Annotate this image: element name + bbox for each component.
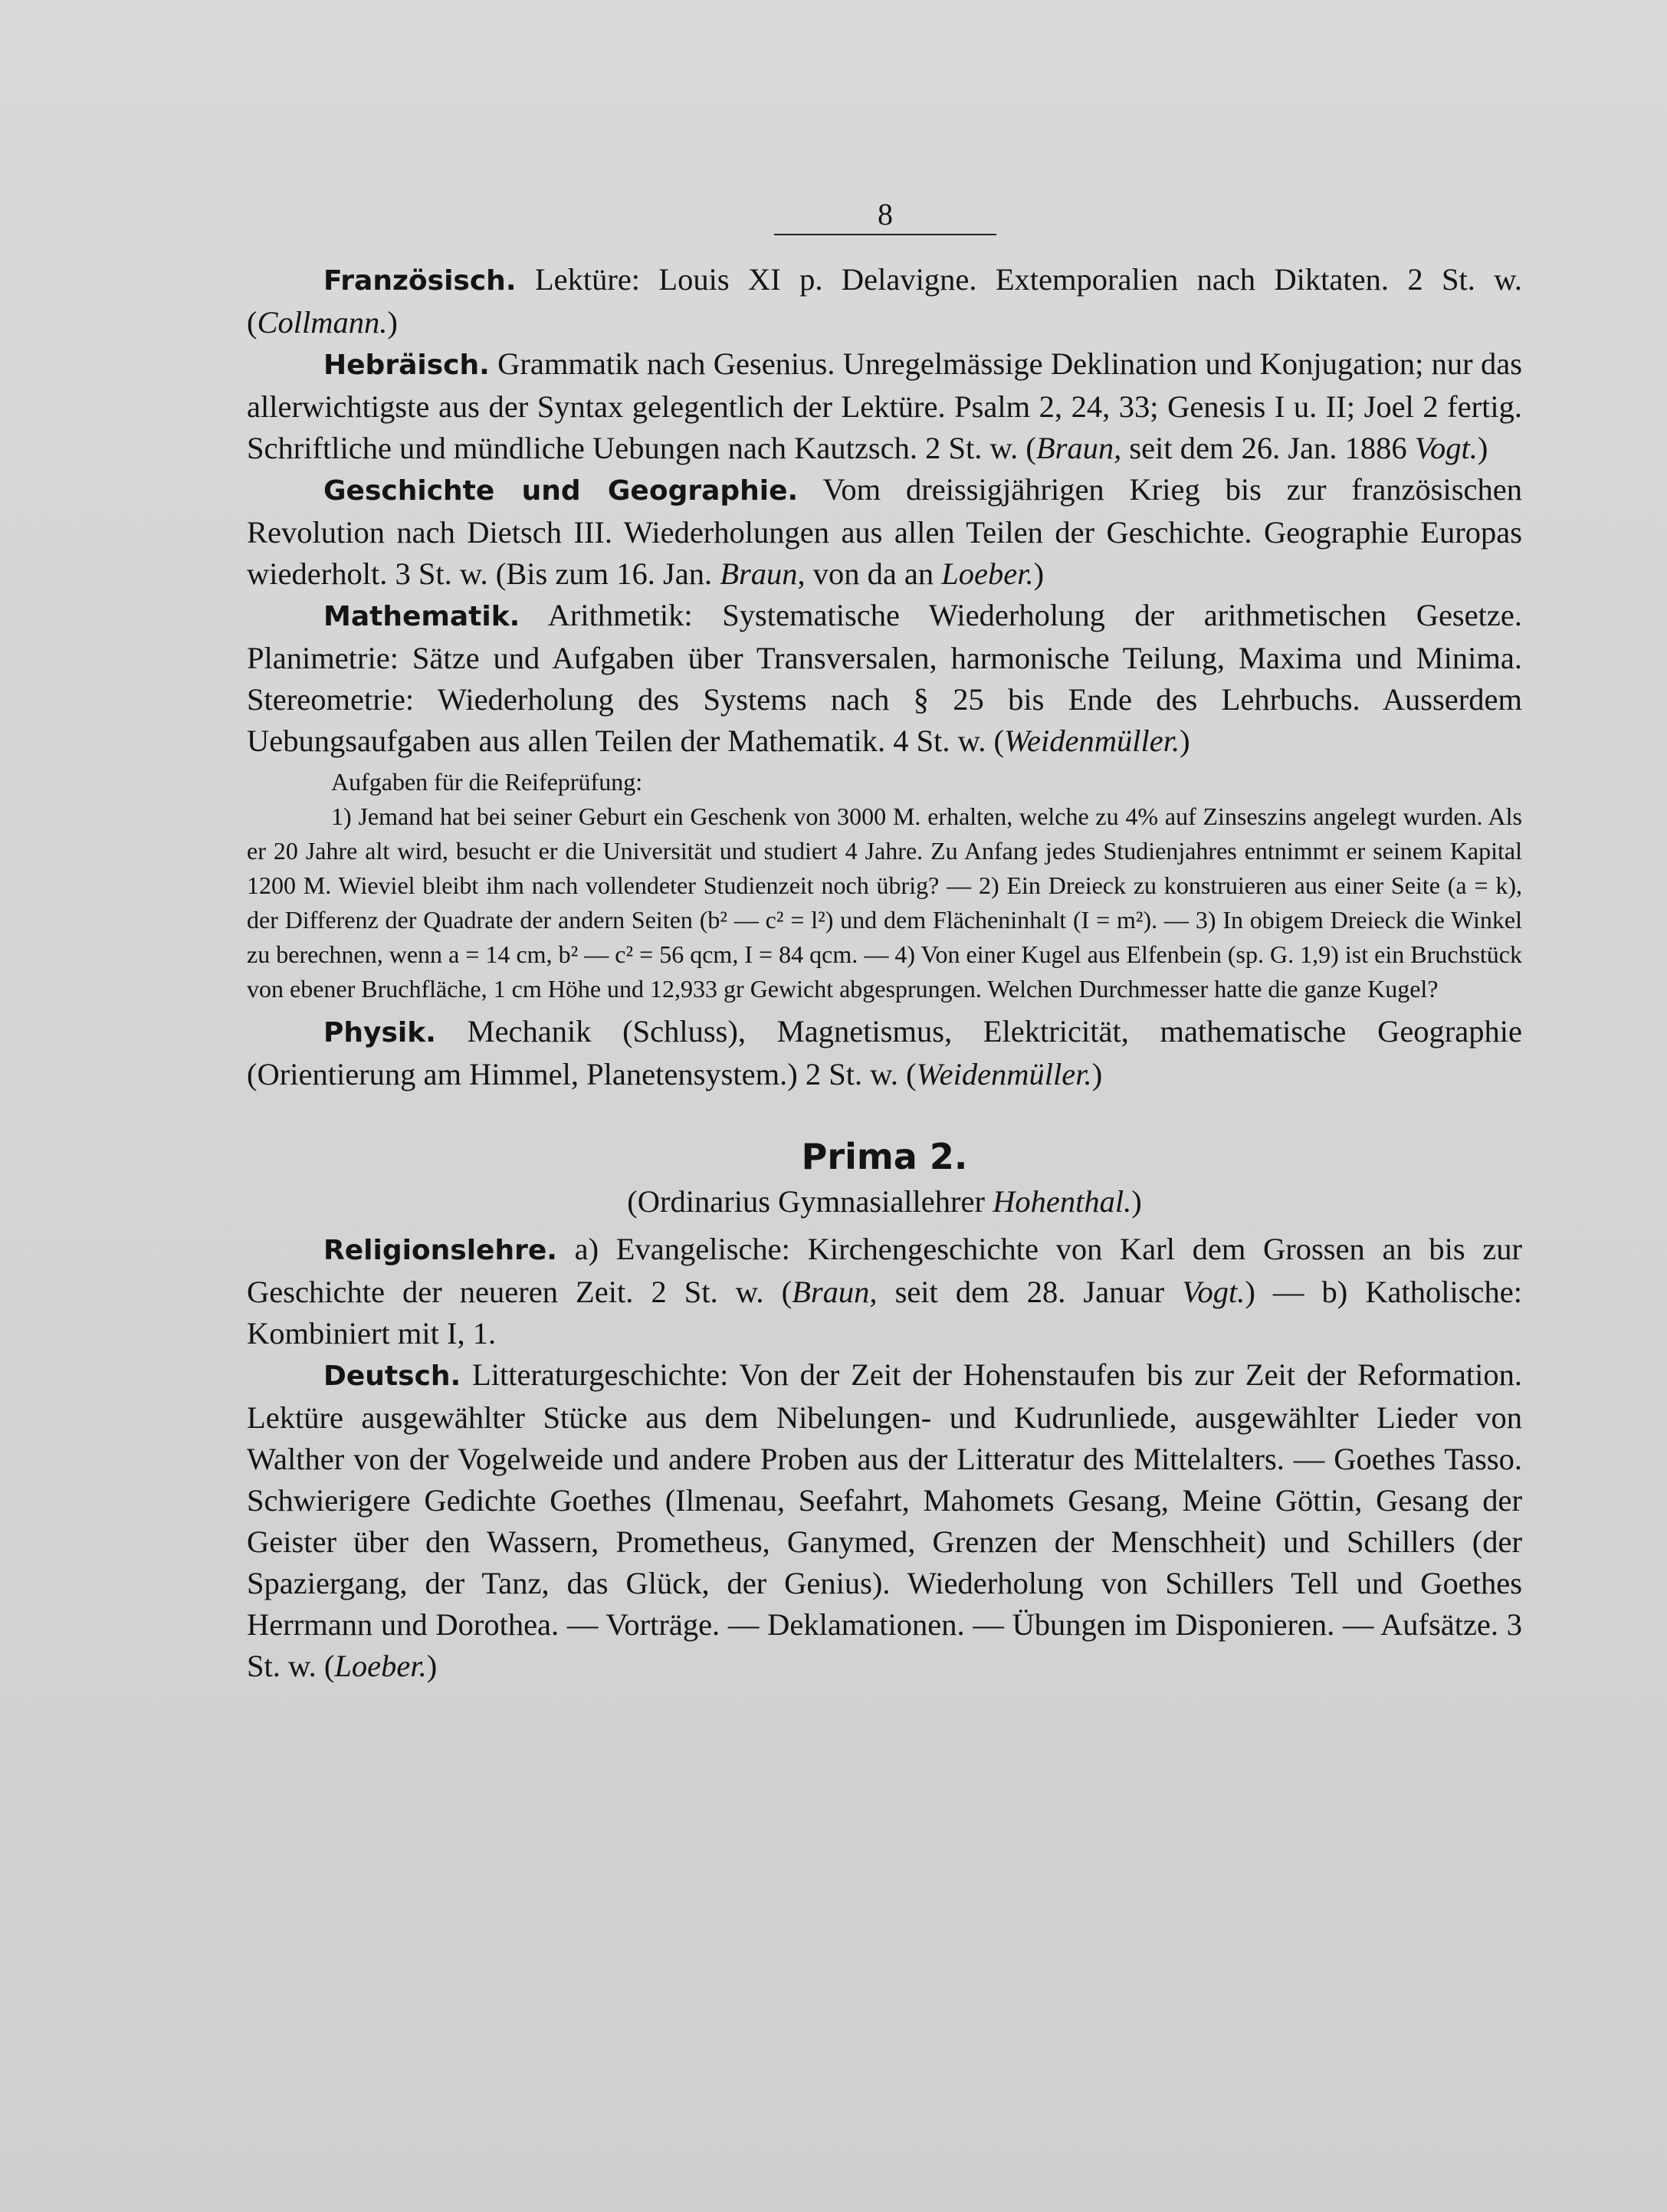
subject-heading: Religionslehre. [323, 1235, 557, 1266]
subject-heading: Mathematik. [323, 601, 520, 632]
subject-heading: Hebräisch. [323, 350, 490, 381]
paragraph-religionslehre: Religionslehre. a) Evangelische: Kirchengeschichte von Karl dem Grossen an bis zur Geschichte der neueren Zeit. 2 St. w. (Braun, seit dem 28. Januar Vogt.) — b) Katholische: Kombiniert mit I, 1. [247, 1232, 1523, 1351]
teacher-name: Braun [720, 556, 798, 591]
body-text [247, 259, 1522, 1687]
teacher-name: Vogt. [1182, 1275, 1245, 1309]
ordinarius-line: (Ordinarius Gymnasiallehrer Hohenthal.) [627, 1184, 1142, 1219]
teacher-name: Hohenthal. [993, 1184, 1132, 1219]
subject-heading: Französisch. [323, 265, 517, 297]
paragraph-geschichte: Geschichte und Geographie. Vom dreissigjährigen Krieg bis zur französischen Revolution nach Dietsch III. Wiederholungen aus allen Teilen der Geschichte. Geographie Europas wiederholt. 3 St. w. (Bis zum 16. Jan. Braun, von da an Loeber.) [247, 472, 1522, 591]
paragraph-deutsch: Deutsch. Litteraturgeschichte: Von der Zeit der Hohenstaufen bis zur Zeit der Reformation. Lektüre ausgewählter Stücke aus dem Nibelungen- und Kudrunliede, ausgewählter Lieder von Walther von der Vogelweide und andere Proben aus der Litteratur des Mittelalters. — Goethes Tasso. Schwierigere Gedichte Goethes (Ilmenau, Seefahrt, Mahomets Gesang, Meine Göttin, Gesang der Geister über den Wassern, Prometheus, Ganymed, Grenzen der Menschheit) und Schillers (der Spaziergang, der Tanz, das Glück, der Genius). Wiederholung von Schillers Tell und Goethes Herrmann und Dorothea. — Vorträge. — Deklamationen. — Übungen im Disponieren. — Aufsätze. 3 St. w. (Loeber.) [247, 1357, 1522, 1683]
paragraph-physik: Physik. Mechanik (Schluss), Magnetismus, Elektricität, mathematische Geographie (Orientierung am Himmel, Planetensystem.) 2 St. w. (Weidenmüller.) [247, 1014, 1522, 1091]
teacher-name: Braun, [792, 1275, 878, 1309]
exam-problems-title: Aufgaben für die Reifeprüfung: [331, 768, 643, 796]
teacher-name: Weidenmüller. [916, 1057, 1092, 1091]
page-number: 8 [878, 197, 893, 231]
paragraph-mathematik: Mathematik. Arithmetik: Systematische Wiederholung der arithmetischen Gesetze. Planimetrie: Sätze und Aufgaben über Transversalen, harmonische Teilung, Maxima und Minima. Stereometrie: Wiederholung des Systems nach § 25 bis Ende des Lehrbuchs. Ausserdem Uebungsaufgaben aus allen Teilen der Mathematik. 4 St. w. (Weidenmüller.) [247, 598, 1522, 758]
teacher-name: Vogt. [1414, 431, 1478, 465]
subject-heading: Deutsch. [323, 1360, 461, 1392]
teacher-name: Braun, [1035, 431, 1122, 465]
teacher-name: Loeber. [334, 1649, 427, 1683]
section-title-prima: Prima 2. [801, 1136, 968, 1177]
paragraph-hebraeisch: Hebräisch. Grammatik nach Gesenius. Unregelmässige Deklination und Konjugation; nur das allerwichtigste aus der Syntax gelegentlich der Lektüre. Psalm 2, 24, 33; Genesis I u. II; Joel 2 fertig. Schriftliche und mündliche Uebungen nach Kautzsch. 2 St. w. (Braun, seit dem 26. Jan. 1886 Vogt.) [247, 346, 1522, 465]
teacher-name: Collmann. [257, 305, 388, 340]
exam-problems-text: 1) Jemand hat bei seiner Geburt ein Geschenk von 3000 M. erhalten, welche zu 4% auf Zinseszins angelegt wurden. Als er 20 Jahre alt wird, besucht er die Universität und studiert 4 Jahre. Zu Anfang jedes Studienjahres entnimmt er seinem Kapital 1200 M. Wieviel bleibt ihm nach vollendeter Studienzeit noch übrig? — 2) Ein Dreieck zu konstruieren aus einer Seite (a = k), der Differenz der Quadrate der andern Seiten (b² — c² = l²) und dem Flächeninhalt (I = m²). — 3) In obigem Dreieck die Winkel zu berechnen, wenn a = 14 cm, b² — c² = 56 qcm, I = 84 qcm. — 4) Von einer Kugel aus Elfenbein (sp. G. 1,9) ist ein Bruchstück von ebener Bruchfläche, 1 cm Höhe und 12,933 gr Gewicht abgesprungen. Welchen Durchmesser hatte die ganze Kugel? [247, 802, 1522, 1003]
subject-heading: Physik. [323, 1017, 436, 1049]
page-number-rule [774, 196, 996, 235]
teacher-name: Weidenmüller. [1004, 724, 1180, 758]
teacher-name: Loeber. [941, 556, 1034, 591]
subject-heading: Geschichte und Geographie. [323, 475, 799, 507]
exam-problems [247, 765, 1522, 1006]
paragraph-franzoesisch: Französisch. Lektüre: Louis XI p. Delavigne. Extemporalien nach Diktaten. 2 St. w. (Collmann.) [247, 262, 1522, 340]
